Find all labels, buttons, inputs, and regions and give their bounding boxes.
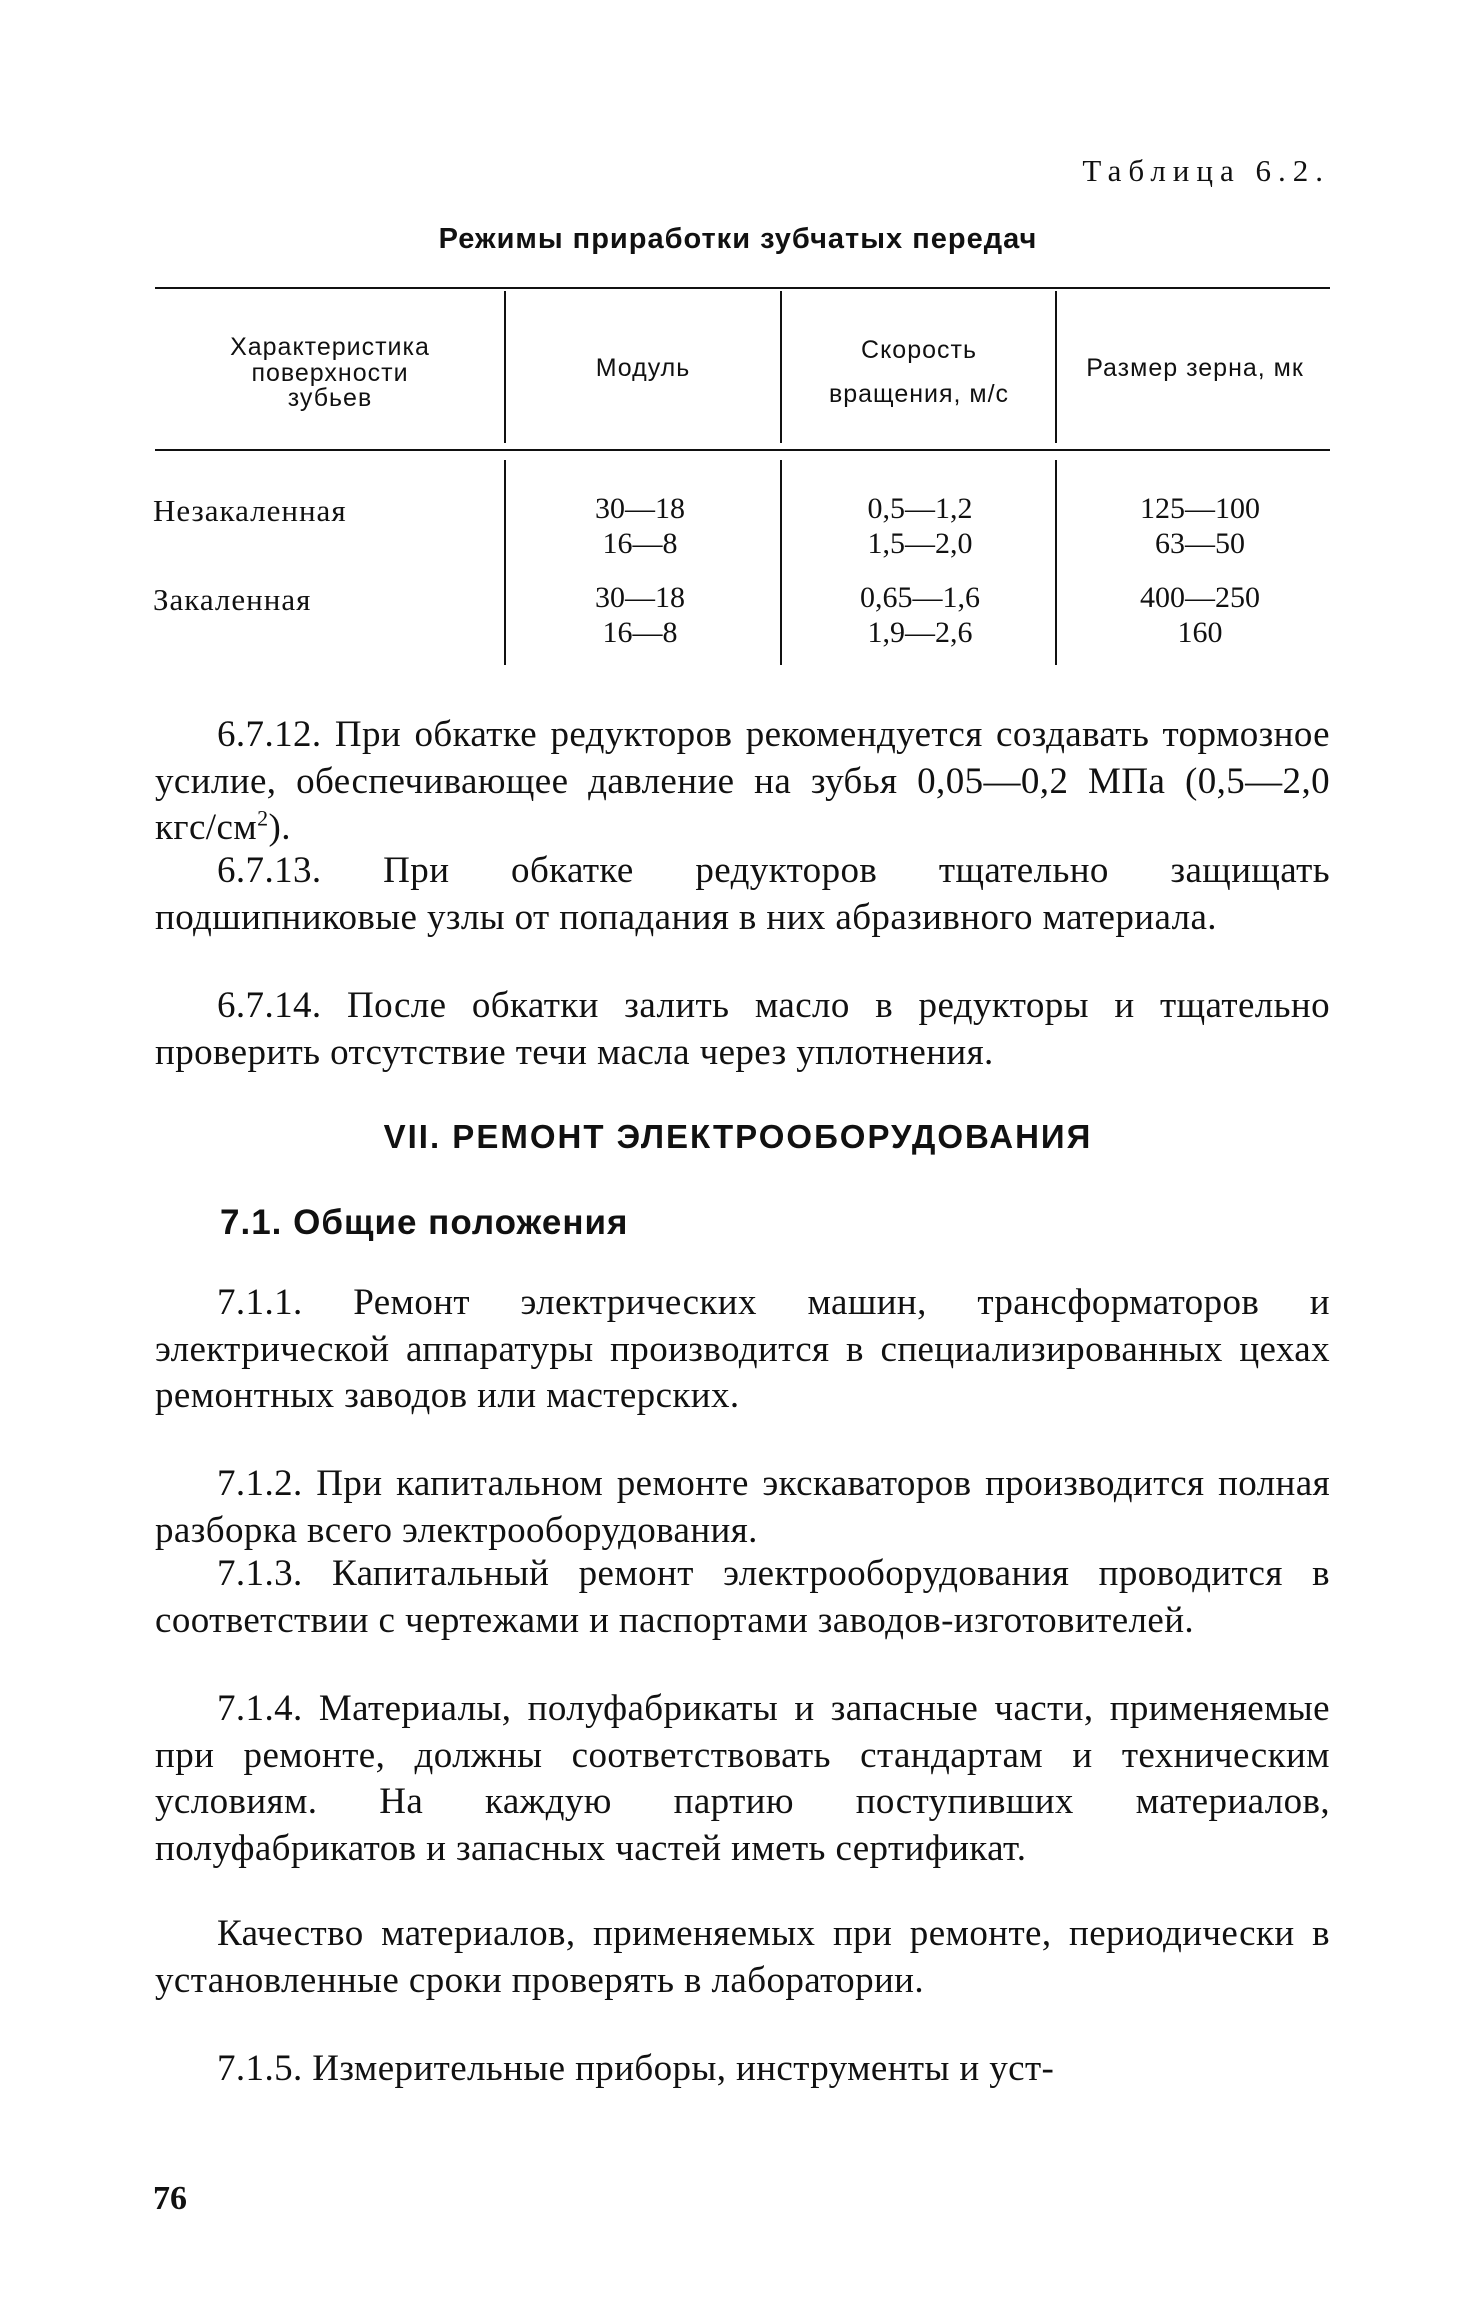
table-cell-grain: 400—250 160 bbox=[1140, 581, 1260, 649]
table-cell-speed: 0,65—1,6 1,9—2,6 bbox=[860, 581, 980, 649]
table-top-rule bbox=[155, 287, 1330, 289]
table-cell-module: 30—18 16—8 bbox=[595, 581, 685, 649]
table-cell-module: 30—18 16—8 bbox=[595, 492, 685, 560]
table-row-label: Незакаленная bbox=[153, 493, 347, 528]
table-header-speed: Скорость вращения, м/с bbox=[828, 336, 1010, 408]
section-title: VII. РЕМОНТ ЭЛЕКТРООБОРУДОВАНИЯ bbox=[383, 1118, 1093, 1155]
page-number: 76 bbox=[153, 2180, 187, 2217]
paragraph-6-7-12: 6.7.12. При обкатке редукторов рекомендуется создавать тормозное усилие, обеспечивающее давление на зубья 0,05—0,2 МПа (0,5—2,0 кгс/$см^2$). bbox=[155, 714, 1330, 849]
table-col-divider bbox=[504, 291, 506, 443]
paragraph-7-1-5: 7.1.5. Измерительные приборы, инструменты и уст- bbox=[217, 2048, 1055, 2089]
table-col-divider bbox=[780, 291, 782, 443]
table-header-rule bbox=[155, 449, 1330, 451]
table-label: Таблица 6.2. bbox=[1082, 153, 1330, 188]
paragraph-6-7-13: 6.7.13. При обкатке редукторов тщательно защищать подшипниковые узлы от попадания в них абразивного материала. bbox=[155, 850, 1330, 938]
paragraph-quality: Качество материалов, применяемых при ремонте, периодически в установленные сроки проверять в лаборатории. bbox=[155, 1913, 1330, 2001]
subsection-title: 7.1. Общие положения bbox=[220, 1203, 629, 1242]
table-cell-speed: 0,5—1,2 1,5—2,0 bbox=[867, 492, 973, 560]
table-col-divider bbox=[1055, 460, 1057, 665]
paragraph-7-1-1: 7.1.1. Ремонт электрических машин, трансформаторов и электрической аппаратуры производится в специализированных цехах ремонтных заводов или мастерских. bbox=[155, 1282, 1330, 1417]
table-header-grain: Размер зерна, мк bbox=[1086, 354, 1304, 382]
paragraph-7-1-4: 7.1.4. Материалы, полуфабрикаты и запасные части, применяемые при ремонте, должны соответствовать стандартам и техническим условиям. На каждую партию поступивших материалов, полуфабрикатов и запасных частей иметь сертификат. bbox=[155, 1688, 1330, 1869]
table-cell-grain: 125—100 63—50 bbox=[1140, 492, 1260, 560]
table-col-divider bbox=[780, 460, 782, 665]
table-header-module: Модуль bbox=[595, 354, 691, 382]
table-col-divider bbox=[1055, 291, 1057, 443]
paragraph-6-7-14: 6.7.14. После обкатки залить масло в редукторы и тщательно проверить отсутствие течи масла через уплотнения. bbox=[155, 985, 1330, 1073]
table-col-divider bbox=[504, 460, 506, 665]
table-title: Режимы приработки зубчатых передач bbox=[438, 223, 1038, 255]
paragraph-7-1-3: 7.1.3. Капитальный ремонт электрооборудования проводится в соответствии с чертежами и паспортами заводов-изготовителей. bbox=[155, 1553, 1330, 1641]
table-header-surface: Характеристика поверхности зубьев bbox=[230, 333, 430, 412]
table-row-label: Закаленная bbox=[153, 582, 312, 617]
paragraph-7-1-2: 7.1.2. При капитальном ремонте экскаваторов производится полная разборка всего электрооборудования. bbox=[155, 1463, 1330, 1551]
